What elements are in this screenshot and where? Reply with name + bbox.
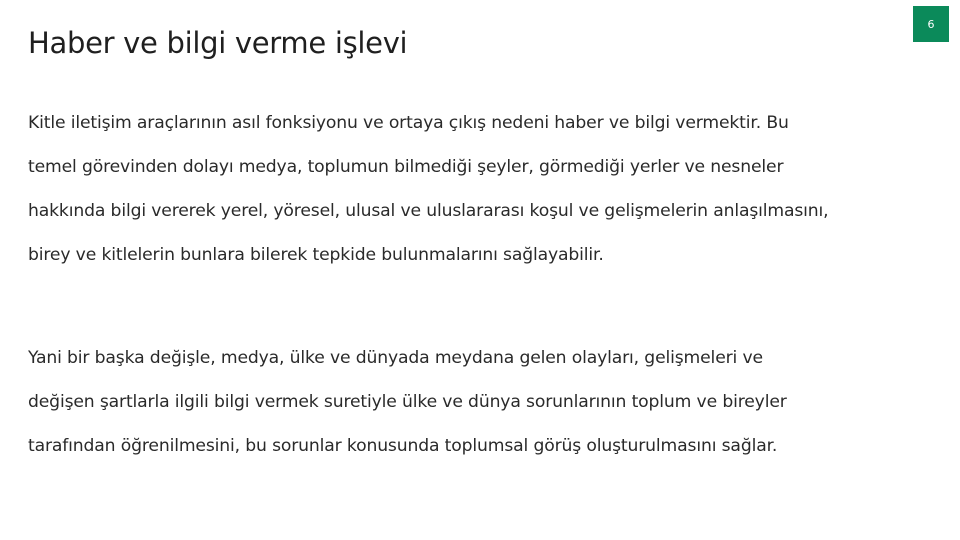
- paragraph-line: tarafından öğrenilmesini, bu sorunlar konusunda toplumsal görüş oluşturulmasını sağlar.: [28, 436, 778, 456]
- paragraph-line: değişen şartlarla ilgili bilgi vermek suretiyle ülke ve dünya sorunlarının toplum ve bireyler: [28, 392, 787, 412]
- page-number-badge: 6: [913, 6, 949, 42]
- paragraph-line: temel görevinden dolayı medya, toplumun bilmediği şeyler, görmediği yerler ve nesneler: [28, 157, 784, 177]
- paragraph-line: Yani bir başka değişle, medya, ülke ve dünyada meydana gelen olayları, gelişmeleri ve: [28, 348, 763, 368]
- paragraph-line: Kitle iletişim araçlarının asıl fonksiyonu ve ortaya çıkış nedeni haber ve bilgi vermektir. Bu: [28, 113, 789, 133]
- paragraph-line: birey ve kitlelerin bunlara bilerek tepkide bulunmalarını sağlayabilir.: [28, 245, 604, 265]
- paragraph-line: hakkında bilgi vererek yerel, yöresel, ulusal ve uluslararası koşul ve gelişmelerin anlaşılmasını,: [28, 201, 829, 221]
- paragraph-2: [28, 336, 940, 468]
- paragraph-1: [28, 101, 940, 277]
- slide-title: Haber ve bilgi verme işlevi: [28, 26, 408, 60]
